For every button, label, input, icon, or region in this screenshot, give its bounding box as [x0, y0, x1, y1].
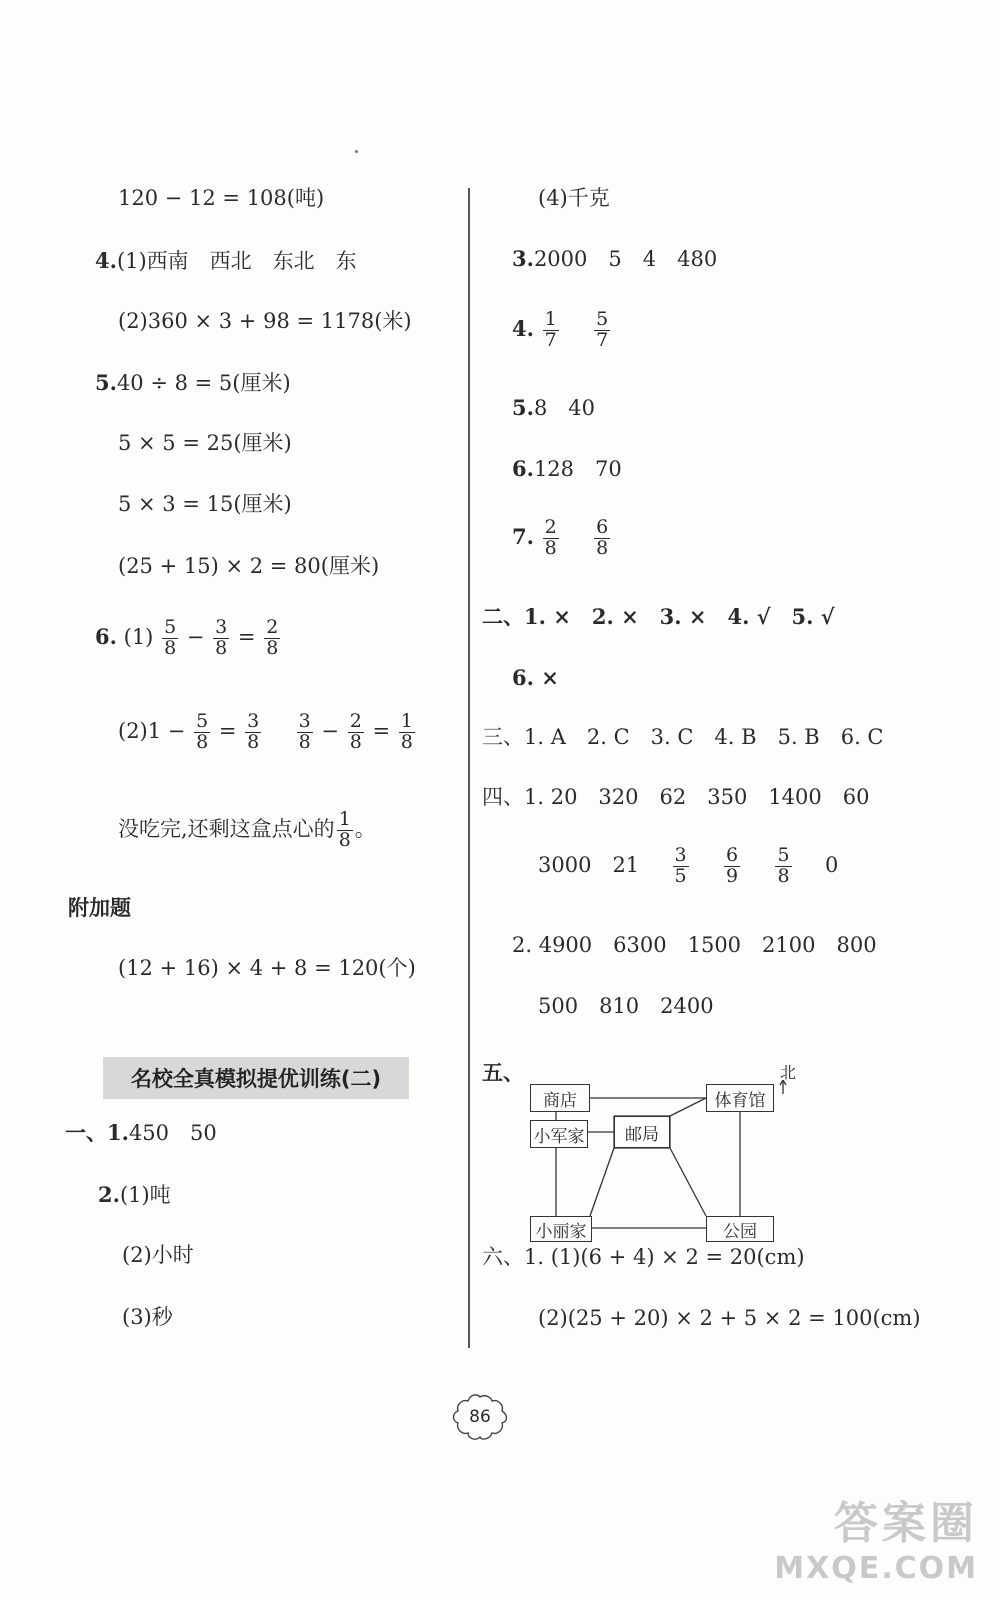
s1-q1-answer: 450 50	[128, 1121, 217, 1145]
q6-number: 6.	[95, 623, 117, 649]
q6-conclusion	[118, 810, 376, 851]
fraction: $\frac{6}{8}$	[596, 516, 609, 559]
page-number-badge	[452, 1393, 508, 1441]
conclusion-text: 没吃完,还剩这盒点心的	[118, 816, 335, 841]
fraction: $\frac{2}{8}$	[349, 710, 362, 753]
r-q5-answer: 8 40	[533, 396, 596, 420]
answer-line: 120 − 12 = 108(吨)	[118, 186, 325, 210]
map-xiaojun-home: 小军家	[530, 1120, 588, 1148]
q6-part2	[118, 712, 417, 753]
section4-q1-line2	[538, 846, 838, 887]
s1-q2a	[98, 1184, 171, 1206]
section2-answers: 二、1. × 2. × 3. × 4. √ 5. √	[482, 604, 835, 629]
q6-part1-prefix: (1)	[123, 624, 154, 649]
s1-q1	[65, 1122, 217, 1144]
map-post-office: 邮局	[614, 1116, 670, 1148]
fraction: $\frac{2}{8}$	[544, 516, 557, 559]
map-shop: 商店	[530, 1084, 590, 1112]
operator: =	[372, 718, 391, 743]
section6-q2: (2)(25 + 20) × 2 + 5 × 2 = 100(cm)	[538, 1306, 921, 1330]
q4-part2: (2)360 × 3 + 98 = 1178(米)	[118, 309, 412, 333]
section6-q1: 六、1. (1)(6 + 4) × 2 = 20(cm)	[482, 1245, 805, 1269]
q5-number: 5.	[95, 370, 117, 395]
r-q7-number: 7.	[512, 523, 534, 549]
s1-q2a-answer: (1)吨	[119, 1183, 171, 1207]
period: 。	[354, 816, 376, 841]
r-q6-answer: 128 70	[533, 457, 622, 481]
q4-answer: (1)西南 西北 东北 东	[116, 249, 357, 273]
map-xiaoli-home: 小丽家	[530, 1216, 592, 1242]
s1-q2c: (3)秒	[122, 1305, 173, 1329]
fraction: $\frac{3}{8}$	[298, 710, 311, 753]
column-divider	[468, 188, 470, 1348]
fraction: $\frac{6}{9}$	[726, 844, 739, 887]
operator: −	[186, 624, 205, 649]
q6-part1	[95, 618, 282, 659]
r-q3	[512, 248, 717, 270]
page-number: 86	[469, 1407, 491, 1427]
bonus-equation: (12 + 16) × 4 + 8 = 120(个)	[118, 956, 416, 980]
stray-dot	[355, 150, 358, 153]
s4-last: 0	[824, 852, 839, 877]
q5-line2: 5 × 5 = 25(厘米)	[118, 431, 292, 455]
q5-eq1: 40 ÷ 8 = 5(厘米)	[116, 371, 291, 395]
r-q5-number: 5.	[512, 395, 534, 420]
fraction: $\frac{5}{8}$	[777, 844, 790, 887]
operator: =	[237, 624, 256, 649]
map-gym: 体育馆	[706, 1084, 774, 1112]
section5-label: 五、	[482, 1060, 524, 1085]
fraction: $\frac{3}{8}$	[247, 710, 260, 753]
section4-q2-line2: 500 810 2400	[538, 994, 714, 1018]
section-banner: 名校全真模拟提优训练(二)	[103, 1057, 409, 1099]
watermark-url: MXQE.COM	[774, 1551, 978, 1586]
q4-number: 4.	[95, 248, 117, 273]
fraction: $\frac{1}{8}$	[338, 808, 351, 851]
r-q4-number: 4.	[512, 315, 534, 341]
q5-line3: 5 × 3 = 15(厘米)	[118, 492, 292, 516]
watermark-text: 答案圈	[834, 1498, 978, 1549]
section4-q1: 四、1. 20 320 62 350 1400 60	[482, 785, 870, 809]
r-q6-number: 6.	[512, 456, 534, 481]
fraction: $\frac{2}{8}$	[266, 616, 279, 659]
s1-q2-number: 2.	[98, 1182, 120, 1207]
fraction: $\frac{1}{8}$	[400, 710, 413, 753]
r-q3-answer: 2000 5 4 480	[533, 247, 718, 271]
r-line1: (4)千克	[538, 186, 610, 210]
s1-q2b: (2)小时	[122, 1243, 194, 1267]
fraction: $\frac{5}{7}$	[596, 308, 609, 351]
q5-line1	[95, 372, 291, 394]
s1-number: 一、1.	[65, 1120, 129, 1145]
location-map	[530, 1063, 820, 1242]
r-q3-number: 3.	[512, 246, 534, 271]
section3-answers: 三、1. A 2. C 3. C 4. B 5. B 6. C	[482, 725, 884, 749]
r-q7	[512, 518, 612, 559]
north-label: 北	[780, 1063, 797, 1082]
fraction: $\frac{3}{5}$	[674, 844, 687, 887]
section4-q2: 2. 4900 6300 1500 2100 800	[512, 933, 877, 957]
fraction: $\frac{5}{8}$	[196, 710, 209, 753]
r-q6	[512, 458, 622, 480]
operator: =	[218, 718, 237, 743]
q5-line4: (25 + 15) × 2 = 80(厘米)	[118, 554, 380, 578]
bonus-title: 附加题	[68, 896, 131, 920]
q4-part1	[95, 250, 357, 272]
watermark	[774, 1487, 978, 1586]
fraction: $\frac{1}{7}$	[544, 308, 557, 351]
fraction: $\frac{3}{8}$	[215, 616, 228, 659]
section2-q6: 6. ×	[512, 665, 559, 690]
s4-prefix: 3000 21	[538, 852, 640, 877]
r-q4	[512, 310, 612, 351]
q6-part2-prefix: (2)1 −	[118, 718, 186, 743]
map-park: 公园	[706, 1216, 774, 1242]
fraction: $\frac{5}{8}$	[164, 616, 177, 659]
r-q5	[512, 397, 595, 419]
operator: −	[321, 718, 340, 743]
